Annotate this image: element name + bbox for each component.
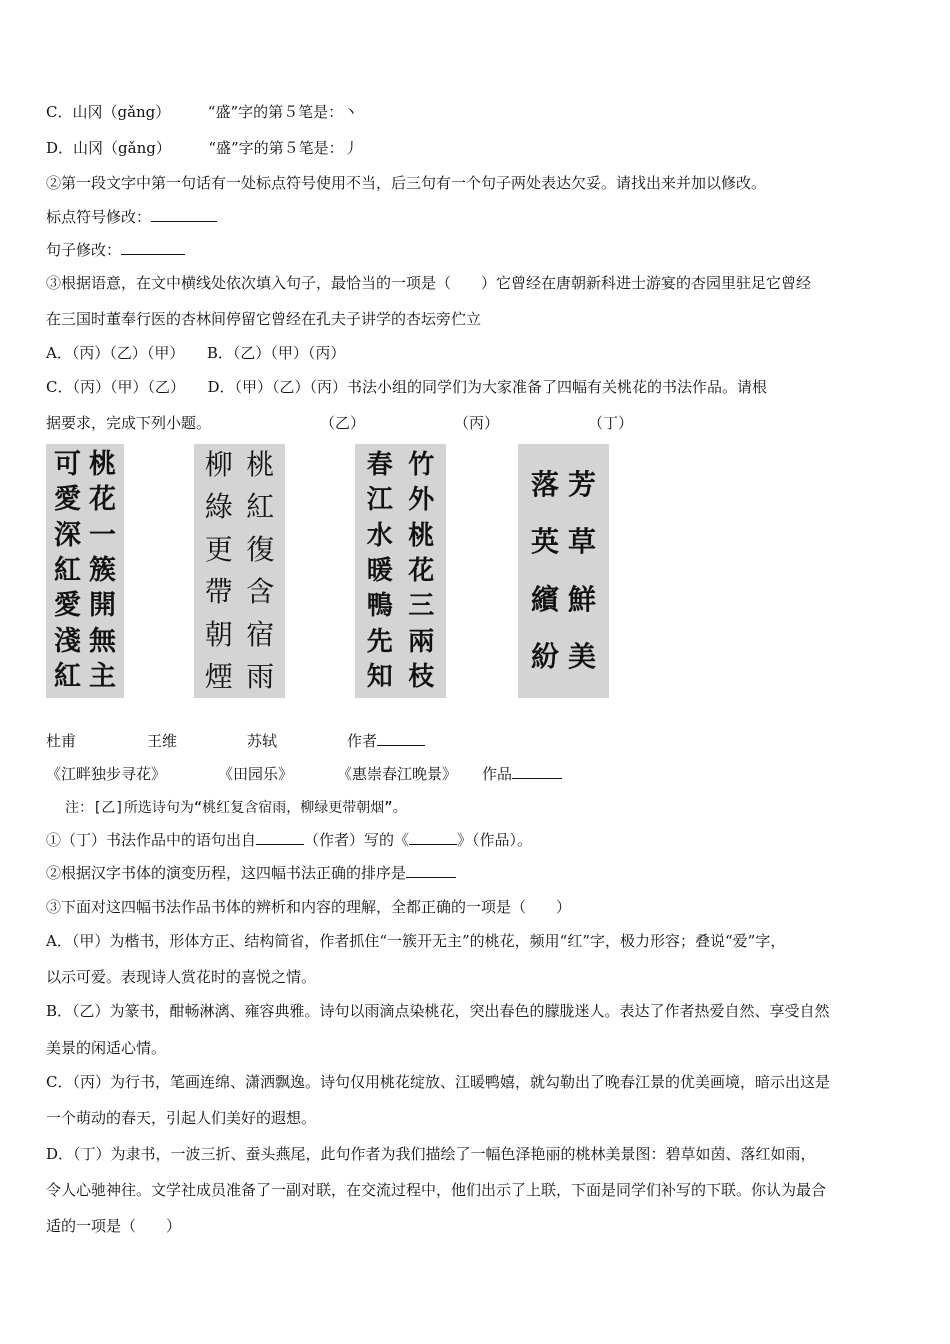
calligraphy-jia [46, 444, 124, 698]
calligraphy-intro: 据要求，完成下列小题。 [46, 414, 212, 432]
author-du: 杜甫 [46, 732, 77, 750]
calligraphy-glyph: 含 [246, 575, 275, 609]
calligraphy-glyph: 美 [567, 639, 596, 673]
option-d-line: D．山冈（gǎng） “盛”字的第５笔是：丿 [46, 139, 359, 157]
calligraphy-glyph: 兩 [408, 626, 435, 657]
calligraphy-glyph: 開 [89, 590, 116, 622]
calligraphy-glyph: 花 [408, 555, 435, 586]
calligraphy-glyph: 三 [408, 591, 435, 622]
calligraphy-glyph: 春 [366, 450, 393, 480]
option-c-line: C．山冈（gǎng） “盛”字的第５笔是：丶 [46, 103, 359, 121]
option-d-line-2: 令人心驰神往。文学社成员准备了一副对联，在交流过程中，他们出示了上联，下面是同学们补写的下联。你认为最合 [46, 1181, 827, 1199]
calligraphy-glyph: 桃 [246, 448, 275, 481]
answer-blank[interactable] [512, 764, 562, 779]
option-d-line-3: 适的一项是（ ） [46, 1217, 182, 1235]
calligraphy-glyph: 愛 [54, 590, 81, 622]
punctuation-label: 标点符号修改： [46, 208, 152, 226]
author-wang: 王维 [147, 732, 178, 750]
label-yi: （乙） [320, 414, 366, 432]
calligraphy-glyph: 復 [246, 532, 275, 566]
question-3-line-1: ③根据语意，在文中横线处依次填入句子，最恰当的一项是（ ）它曾经在唐朝新科进士游宴的杏园里驻足它曾经 [46, 274, 812, 292]
calligraphy-glyph: 愛 [54, 484, 81, 516]
option-c-line-2: 一个萌动的春天，引起人们美好的遐想。 [46, 1109, 317, 1127]
author-su: 苏轼 [247, 732, 278, 750]
calligraphy-glyph: 深 [54, 519, 81, 551]
label-bing: （丙） [454, 414, 500, 432]
answer-blank[interactable] [256, 830, 304, 845]
question-3-options-ab: A．（丙）（乙）（甲） B．（乙）（甲）（丙） [46, 344, 346, 362]
calligraphy-glyph: 簇 [89, 554, 116, 586]
calligraphy-glyph: 桃 [408, 520, 435, 551]
calligraphy-glyph: 綠 [204, 490, 233, 524]
calligraphy-glyph: 淺 [54, 625, 81, 657]
punctuation-answer-line [46, 207, 217, 227]
calligraphy-glyph: 紅 [54, 554, 81, 586]
calligraphy-glyph: 繽 [530, 582, 559, 616]
answer-blank[interactable] [151, 207, 217, 222]
answer-blank[interactable] [377, 731, 425, 746]
calligraphy-column [367, 450, 393, 692]
calligraphy-glyph: 草 [567, 525, 596, 559]
calligraphy-glyph: 紅 [246, 490, 275, 524]
subquestion-1-text: 》（作品）。 [457, 831, 533, 849]
calligraphy-glyph: 江 [366, 485, 393, 516]
calligraphy-glyph: 煙 [204, 659, 233, 693]
calligraphy-column [89, 450, 116, 692]
option-b-line-1: B．（乙）为篆书，酣畅淋漓、雍容典雅。诗句以雨滴点染桃花，突出春色的朦胧迷人。表达了作者热爱自然、享受自然 [46, 1002, 830, 1020]
calligraphy-glyph: 主 [89, 660, 116, 692]
work-label: 作品 [482, 765, 513, 783]
calligraphy-glyph: 更 [204, 532, 233, 566]
option-a-line-2: 以示可爱。表现诗人赏花时的喜悦之情。 [46, 968, 317, 986]
calligraphy-glyph: 朝 [204, 617, 233, 651]
subquestion-2 [46, 863, 456, 883]
label-ding: （丁） [588, 414, 634, 432]
calligraphy-glyph: 先 [366, 626, 393, 657]
calligraphy-glyph: 竹 [408, 450, 435, 480]
calligraphy-column [246, 450, 274, 692]
calligraphy-glyph: 雨 [246, 659, 275, 693]
calligraphy-column [54, 450, 81, 692]
calligraphy-column [408, 450, 434, 692]
calligraphy-bing [355, 444, 446, 698]
note: 注：[乙]所选诗句为“桃红复含宿雨，柳绿更带朝烟”。 [65, 800, 407, 816]
calligraphy-glyph: 帶 [204, 575, 233, 609]
subquestion-1-text: （作者）写的《 [304, 831, 410, 849]
author-label: 作者 [347, 732, 378, 750]
option-c-line-1: C．（丙）为行书，笔画连绵、潇洒飘逸。诗句仅用桃花绽放、江暖鸭嬉，就勾勒出了晚春江景的优美画境，暗示出这是 [46, 1073, 830, 1091]
answer-blank[interactable] [406, 863, 456, 878]
calligraphy-glyph: 無 [89, 625, 116, 657]
calligraphy-ding [518, 444, 609, 698]
calligraphy-column [531, 470, 559, 672]
subquestion-3: ③下面对这四幅书法作品书体的辨析和内容的理解，全都正确的一项是（ ） [46, 898, 572, 916]
answer-blank[interactable] [409, 830, 457, 845]
calligraphy-glyph: 紛 [530, 639, 559, 673]
calligraphy-glyph: 外 [408, 485, 435, 516]
option-d-line-1: D．（丁）为隶书，一波三折、蚕头燕尾，此句作者为我们描绘了一幅色泽艳丽的桃林美景图：碧草如茵、落红如雨， [46, 1145, 816, 1163]
sentence-label: 句子修改： [46, 241, 122, 259]
calligraphy-column [205, 450, 233, 692]
calligraphy-glyph: 芳 [567, 468, 596, 501]
calligraphy-column [568, 470, 596, 672]
calligraphy-glyph: 鴨 [366, 591, 393, 622]
answer-blank[interactable] [121, 240, 185, 255]
subquestion-2-text: ②根据汉字书体的演变历程，这四幅书法正确的排序是 [46, 864, 407, 882]
work-2: 《田园乐》 [218, 765, 294, 783]
calligraphy-glyph: 柳 [204, 448, 233, 481]
calligraphy-yi [194, 444, 285, 698]
sentence-answer-line [46, 240, 185, 260]
calligraphy-glyph: 一 [89, 519, 116, 551]
question-3-line-2: 在三国时董奉行医的杏林间停留它曾经在孔夫子讲学的杏坛旁伫立 [46, 310, 482, 328]
calligraphy-glyph: 可 [54, 449, 81, 480]
calligraphy-glyph: 紅 [54, 660, 81, 692]
calligraphy-glyph: 枝 [408, 661, 435, 692]
calligraphy-glyph: 鮮 [567, 582, 596, 616]
calligraphy-glyph: 花 [89, 484, 116, 516]
question-3-options-cd: C．（丙）（甲）（乙） D．（甲）（乙）（丙）书法小组的同学们为大家准备了四幅有关桃花的书法作品。请根 [46, 378, 768, 396]
work-3: 《惠崇春江晚景》 [337, 765, 458, 783]
calligraphy-glyph: 知 [366, 661, 393, 692]
calligraphy-glyph: 宿 [246, 617, 275, 651]
work-answer [482, 764, 562, 784]
subquestion-1-text: ①（丁）书法作品中的语句出自 [46, 831, 257, 849]
work-1: 《江畔独步寻花》 [46, 765, 167, 783]
calligraphy-glyph: 水 [366, 520, 393, 551]
option-a-line-1: A．（甲）为楷书，形体方正、结构简省，作者抓住“一簇开无主”的桃花，频用“红”字，极力形容；叠说“爱”字， [46, 932, 786, 950]
calligraphy-glyph: 桃 [89, 449, 116, 480]
calligraphy-glyph: 英 [530, 525, 559, 559]
calligraphy-glyph: 落 [530, 468, 559, 501]
calligraphy-glyph: 暖 [366, 555, 393, 586]
question-2: ②第一段文字中第一句话有一处标点符号使用不当，后三句有一个句子两处表达欠妥。请找出来并加以修改。 [46, 174, 767, 192]
option-b-line-2: 美景的闲适心情。 [46, 1039, 167, 1057]
subquestion-1 [46, 830, 532, 850]
author-answer [347, 731, 425, 751]
